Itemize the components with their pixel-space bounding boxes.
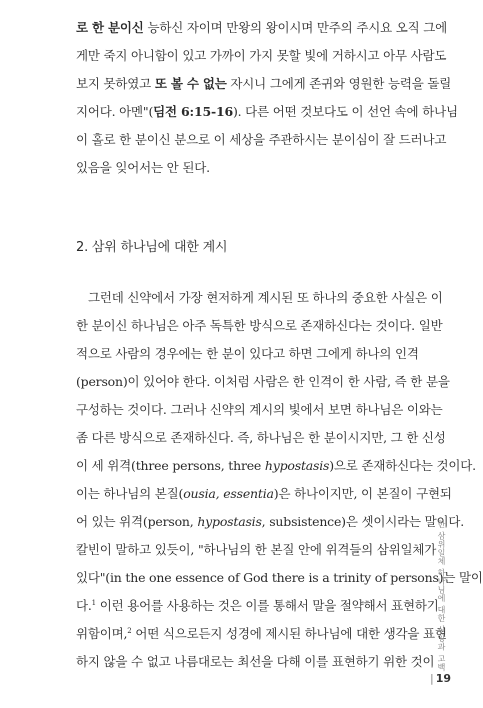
text-run: 자시니 그에게 존귀와 영원한 능력을 돌릴 (226, 76, 452, 91)
text-line (76, 98, 458, 126)
text-line: 하지 않을 수 없고 나름대로는 최선을 다해 이를 표현하기 위한 것이 (76, 654, 435, 669)
emphasis-text: 로 한 분이신 (76, 20, 144, 35)
continued-paragraph (76, 14, 458, 182)
text-line: 이 홀로 한 분이신 분으로 이 세상을 주관하시는 분이심이 잘 드러나고 (76, 132, 447, 147)
text-run: )으로 존재하신다는 것이다. (329, 458, 476, 473)
text-line: 좀 다른 방식으로 존재하신다. 즉, 하나님은 한 분이시지만, 그 한 신성 (76, 430, 446, 445)
text-run: 이 세 위격(three persons, three (76, 458, 265, 473)
text-run: 어떤 식으로든지 성경에 제시된 하나님에 대한 생각을 표현 (131, 626, 447, 641)
latin-term: ousia, essentia (183, 486, 274, 501)
text-run: , subsistence)은 셋이시라는 말이다. (261, 514, 465, 529)
text-line: (person)이 있어야 한다. 이처럼 사람은 한 인격이 한 사람, 즉 한 분을 (76, 374, 450, 389)
text-run: 이는 하나님의 본질( (76, 486, 184, 501)
text-line: 구성하는 것이다. 그러나 신약의 계시의 빛에서 보면 하나님은 이와는 (76, 402, 443, 417)
text-line (76, 14, 448, 42)
text-line: 있음을 잊어서는 안 된다. (76, 160, 210, 175)
scripture-reference: 딤전 6:15-16 (153, 104, 233, 119)
text-line: 있다"(in the one essence of God there is a trinity of persons)는 말이 (76, 570, 483, 585)
text-run: ). 다른 어떤 것보다도 이 선언 속에 하나님 (232, 104, 458, 119)
text-line (76, 592, 439, 620)
footnote-marker[interactable]: 2 (127, 626, 132, 635)
text-run: 이런 용어를 사용하는 것은 이를 통해서 말을 절약해서 표현하기 (95, 598, 439, 613)
text-run: 보지 못하였고 (76, 76, 155, 91)
text-run: 다. (76, 598, 92, 613)
text-run: 위함이며, (76, 626, 128, 641)
page-number-box (428, 672, 451, 685)
text-run: 지어다. 아멘"( (76, 104, 154, 119)
text-line (76, 70, 452, 98)
text-line: 게만 죽지 아니함이 있고 가까이 가지 못할 빛에 거하시고 아무 사람도 (76, 48, 447, 63)
text-line: 한 분이신 하나님은 아주 독특한 방식으로 존재하신다는 것이다. 일반 (76, 318, 443, 333)
text-line: 칼빈이 말하고 있듯이, "하나님의 한 본질 안에 위격들의 삼위일체가 (76, 542, 437, 557)
footnote-marker[interactable]: 1 (91, 598, 96, 607)
text-line (76, 452, 476, 480)
folio-divider: | (430, 672, 434, 685)
latin-term: hypostasis (197, 514, 262, 529)
text-run: 어 있는 위격(person, (76, 514, 198, 529)
page-number: 19 (435, 672, 452, 685)
text-line: 적으로 사람의 경우에는 한 분이 있다고 하면 그에게 하나의 인격 (76, 346, 419, 361)
text-line: 그런데 신약에서 가장 현저하게 계시된 또 하나의 중요한 사실은 이 (88, 290, 443, 305)
text-run: 능하신 자이며 만왕의 왕이시며 만주의 주시요 오직 그에 (143, 20, 448, 35)
running-head: 한 삼위일체 하나님에 대한 신앙과 고백 (437, 520, 446, 672)
text-line (76, 508, 465, 536)
latin-term: hypostasis (264, 458, 330, 473)
text-line (76, 480, 452, 508)
section-heading: 2. 삼위 하나님에 대한 계시 (76, 240, 228, 255)
text-run: )은 하나이지만, 이 본질이 구현되 (273, 486, 452, 501)
text-line (76, 620, 447, 648)
emphasis-text: 또 볼 수 없는 (154, 76, 227, 91)
